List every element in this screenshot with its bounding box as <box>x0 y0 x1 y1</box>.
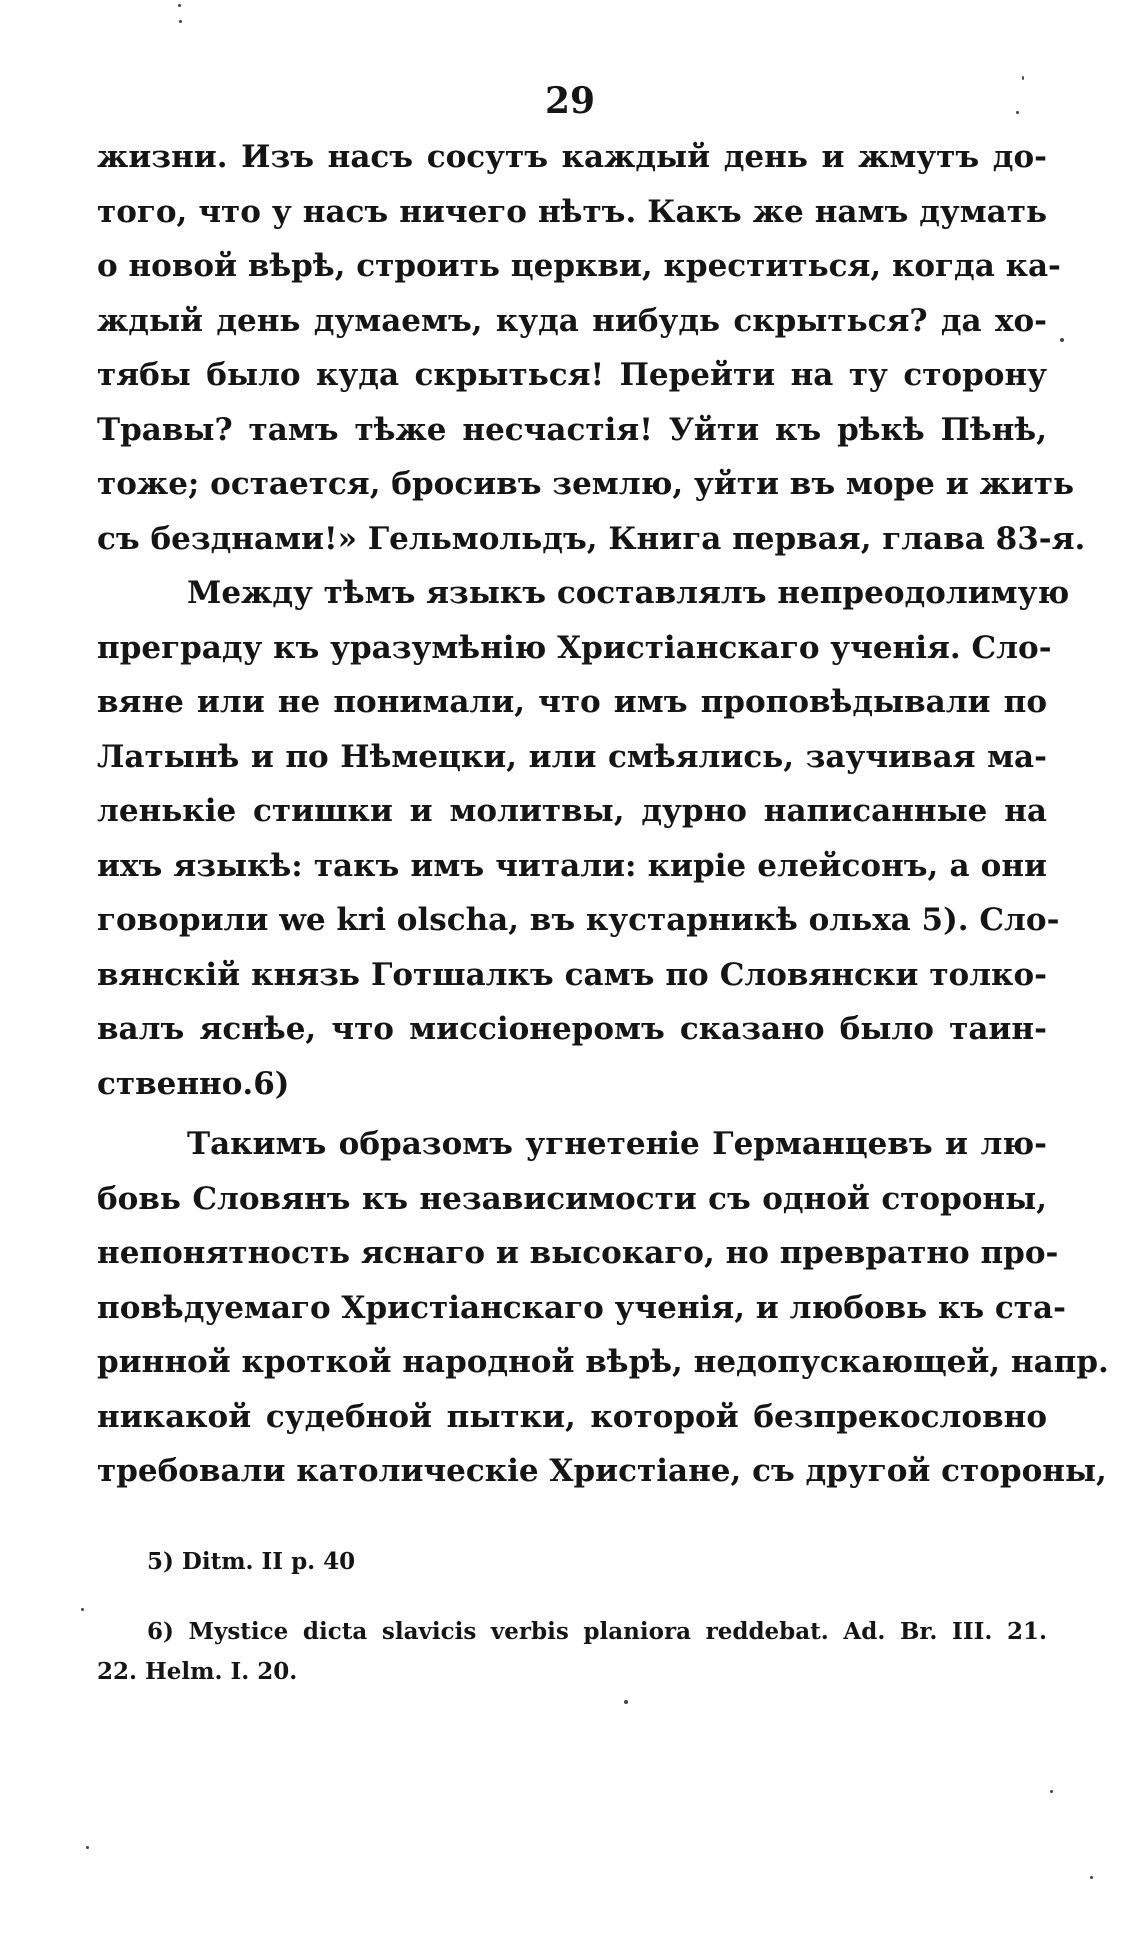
scan-speck <box>1022 76 1024 80</box>
scan-speck <box>178 4 181 7</box>
scan-speck <box>81 1608 84 1611</box>
text-line: ленькіе стишки и молитвы, дурно написанные на <box>97 793 1047 829</box>
text-line: требовали католическіе Христіане, съ другой стороны, <box>97 1453 1107 1489</box>
text-line: преграду къ уразумѣнію Христіанскаго ученія. Сло- <box>97 629 1052 666</box>
text-line: говорили we kri olscha, въ кустарникѣ ольха 5). Сло- <box>97 902 1060 938</box>
text-line: Травы? тамъ тѣже несчастія! Уйти къ рѣкѣ Пѣнѣ, <box>97 411 1047 448</box>
page-number: 29 <box>544 80 596 122</box>
text-line: валъ яснѣе, что миссіонеромъ сказано было таин- <box>97 1011 1047 1047</box>
text-line: ственно.6) <box>97 1065 290 1102</box>
scan-speck <box>624 1700 628 1704</box>
text-line: бовь Словянъ къ независимости съ одной стороны, <box>97 1180 1047 1217</box>
text-line: никакой судебной пытки, которой безпрекословно <box>97 1398 1047 1435</box>
scan-speck <box>1090 1876 1093 1879</box>
scan-speck <box>179 20 182 23</box>
text-line: ждый день думаемъ, куда нибудь скрыться? да хо- <box>97 302 1047 339</box>
body-text <box>97 130 1109 1499</box>
text-line: о новой вѣрѣ, строить церкви, креститься, когда ка- <box>97 248 1061 284</box>
paragraph-start-line: Такимъ образомъ угнетеніе Германцевъ и лю- <box>187 1126 1047 1162</box>
text-line: тябы было куда скрыться! Перейти на ту сторону <box>97 357 1047 393</box>
text-line: съ безднами!» Гельмольдъ, Книга первая, глава 83-я. <box>97 520 1086 557</box>
text-line: того, что у насъ ничего нѣтъ. Какъ же намъ думать <box>97 193 1047 230</box>
scan-speck <box>1050 1790 1053 1793</box>
text-line: Латынѣ и по Нѣмецки, или смѣялись, заучивая ма- <box>97 738 1047 775</box>
text-line: тоже; остается, бросивъ землю, уйти въ море и жить <box>97 466 1075 502</box>
scan-speck <box>1060 338 1064 342</box>
paragraph-start-line: Между тѣмъ языкъ составлялъ непреодолимую <box>187 575 1070 611</box>
text-line: непонятность яснаго и высокаго, но превратно про- <box>97 1235 1059 1271</box>
footnote-6: 6) Mystice dicta slavicis verbis planiora reddebat. Ad. Br. III. 21. <box>147 1618 1047 1645</box>
text-line: вяне или не понимали, что имъ проповѣдывали по <box>97 684 1047 720</box>
scan-speck <box>86 1846 89 1849</box>
footnotes <box>97 1542 1047 1692</box>
scan-speck <box>1016 111 1019 114</box>
footnote-6-continuation: 22. Helm. I. 20. <box>97 1658 298 1685</box>
text-line: вянскій князь Готшалкъ самъ по Словянски толко- <box>97 956 1047 993</box>
text-line: жизни. Изъ насъ сосутъ каждый день и жмутъ до- <box>97 139 1047 175</box>
text-line: ринной кроткой народной вѣрѣ, недопускающей, напр. <box>97 1344 1109 1380</box>
text-line: повѣдуемаго Христіанскаго ученія, и любовь къ ста- <box>97 1289 1066 1326</box>
text-line: ихъ языкѣ: такъ имъ читали: киріе елейсонъ, а они <box>97 847 1047 884</box>
footnote-5: 5) Ditm. II p. 40 <box>147 1548 356 1575</box>
